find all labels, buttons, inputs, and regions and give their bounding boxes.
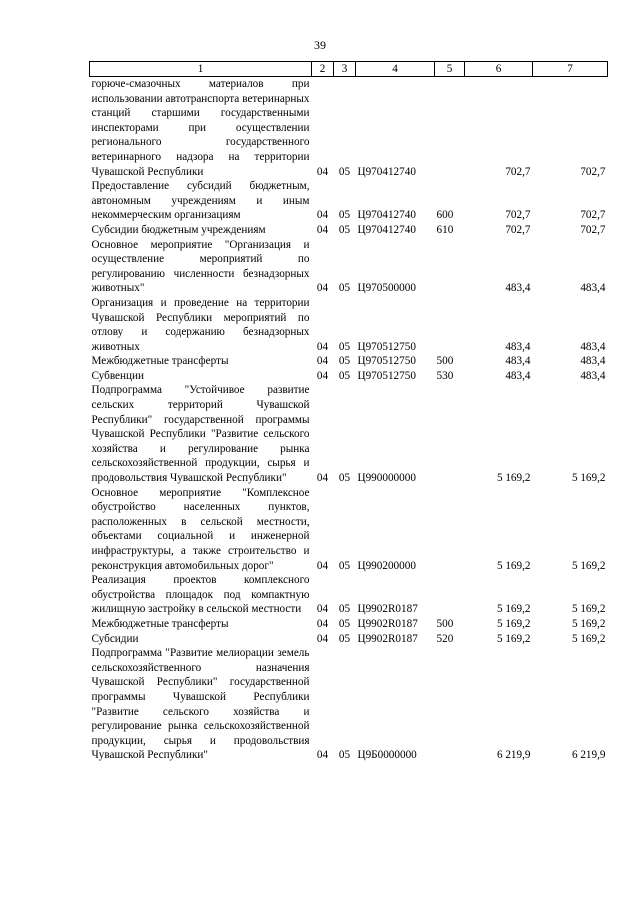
row-amount-col6: 6 219,9 xyxy=(496,749,531,762)
row-expense-type xyxy=(435,646,465,763)
row-section: 04 xyxy=(316,632,329,645)
row-target-code: Ц970412740 xyxy=(357,209,416,222)
table-header xyxy=(90,62,608,77)
row-expense-type: 530 xyxy=(436,369,454,382)
row-name: Межбюджетные трансферты xyxy=(91,617,229,630)
row-section: 04 xyxy=(316,369,329,382)
row-amount-col7: 5 169,2 xyxy=(571,472,606,485)
row-expense-type: 610 xyxy=(436,223,454,236)
row-name: Подпрограмма "Развитие мелиорации земель сельскохозяйственного назначения Чувашской Республики" государственной программы Чувашской Республики "Развитие сельского хозяйства и регулирование рынка сельскохозяйственной продукции, сырья и продовольствия Чувашской Республики" xyxy=(91,647,310,762)
row-expense-type xyxy=(435,573,465,617)
table-row xyxy=(90,369,608,384)
row-amount-col7: 483,4 xyxy=(580,355,606,368)
table-row xyxy=(90,77,608,180)
table-row xyxy=(90,238,608,296)
row-expense-type: 500 xyxy=(436,355,454,368)
table-row xyxy=(90,354,608,369)
row-amount-col6: 483,4 xyxy=(505,282,531,295)
table-row xyxy=(90,179,608,223)
row-name: Межбюджетные трансферты xyxy=(91,355,229,368)
table-body xyxy=(90,77,608,763)
row-name: горюче-смазочных материалов при использовании автотранспорта ветеринарных станций старшими государственными инспекторами при осуществлении регионального государственного ветеринарного надзора на территории Чувашской Республики xyxy=(91,78,310,178)
row-name: Основное мероприятие "Комплексное обустройство населенных пунктов, расположенных в сельской местности, объектами социальной и инженерной инфраструктуры, а также строительство и реконструкция автомобильных дорог" xyxy=(91,486,310,572)
row-section: 04 xyxy=(316,340,329,353)
row-target-code: Ц990000000 xyxy=(357,472,416,485)
row-target-code: Ц970500000 xyxy=(357,282,416,295)
row-amount-col7: 5 169,2 xyxy=(571,632,606,645)
table-row xyxy=(90,383,608,485)
row-name: Предоставление субсидий бюджетным, автономным учреждениям и иным некоммерческим организациям xyxy=(91,180,310,222)
page-number: 39 xyxy=(314,38,326,52)
row-section: 04 xyxy=(316,559,329,572)
column-header: 7 xyxy=(533,62,608,77)
row-section: 04 xyxy=(316,355,329,368)
row-target-code: Ц970512750 xyxy=(357,369,416,382)
column-header: 3 xyxy=(334,62,356,77)
row-section: 04 xyxy=(316,165,329,178)
row-amount-col6: 5 169,2 xyxy=(496,559,531,572)
table-row xyxy=(90,632,608,647)
row-amount-col6: 702,7 xyxy=(505,165,531,178)
table-row xyxy=(90,646,608,763)
row-name: Организация и проведение на территории Чувашской Республики мероприятий по отлову и содержанию безнадзорных животных xyxy=(91,296,310,353)
row-expense-type: 500 xyxy=(436,617,454,630)
budget-table xyxy=(89,61,608,763)
row-subsection: 05 xyxy=(338,369,351,382)
row-expense-type: 520 xyxy=(436,632,454,645)
row-name: Реализация проектов комплексного обустройства площадок под компактную жилищную застройку в сельской местности xyxy=(91,574,310,616)
row-amount-col7: 5 169,2 xyxy=(571,617,606,630)
table-row xyxy=(90,486,608,574)
table-row xyxy=(90,223,608,238)
row-amount-col6: 5 169,2 xyxy=(496,603,531,616)
column-header: 2 xyxy=(312,62,334,77)
row-expense-type xyxy=(435,77,465,180)
row-name: Основное мероприятие "Организация и осуществление мероприятий по регулированию численности безнадзорных животных" xyxy=(91,238,310,295)
row-target-code: Ц9902R0187 xyxy=(357,632,418,645)
row-amount-col6: 483,4 xyxy=(505,355,531,368)
row-subsection: 05 xyxy=(338,223,351,236)
row-name: Субвенции xyxy=(91,369,144,382)
row-subsection: 05 xyxy=(338,282,351,295)
row-amount-col6: 702,7 xyxy=(505,223,531,236)
row-subsection: 05 xyxy=(338,340,351,353)
row-amount-col7: 702,7 xyxy=(580,165,606,178)
row-section: 04 xyxy=(316,282,329,295)
row-expense-type xyxy=(435,238,465,296)
row-subsection: 05 xyxy=(338,559,351,572)
row-amount-col6: 702,7 xyxy=(505,209,531,222)
row-subsection: 05 xyxy=(338,603,351,616)
row-target-code: Ц970512750 xyxy=(357,355,416,368)
row-amount-col7: 5 169,2 xyxy=(571,603,606,616)
row-name: Субсидии xyxy=(91,632,139,645)
row-amount-col7: 483,4 xyxy=(580,369,606,382)
row-section: 04 xyxy=(316,472,329,485)
row-subsection: 05 xyxy=(338,355,351,368)
row-name: Субсидии бюджетным учреждениям xyxy=(91,223,266,236)
row-subsection: 05 xyxy=(338,749,351,762)
row-expense-type xyxy=(435,296,465,354)
row-subsection: 05 xyxy=(338,165,351,178)
row-amount-col7: 483,4 xyxy=(580,340,606,353)
row-target-code: Ц9902R0187 xyxy=(357,603,418,616)
row-expense-type: 600 xyxy=(436,209,454,222)
row-amount-col6: 483,4 xyxy=(505,369,531,382)
row-target-code: Ц9Б0000000 xyxy=(357,749,417,762)
row-amount-col7: 5 169,2 xyxy=(571,559,606,572)
row-section: 04 xyxy=(316,223,329,236)
row-target-code: Ц970512750 xyxy=(357,340,416,353)
row-section: 04 xyxy=(316,617,329,630)
row-expense-type xyxy=(435,383,465,485)
row-amount-col7: 483,4 xyxy=(580,282,606,295)
row-subsection: 05 xyxy=(338,209,351,222)
column-header: 4 xyxy=(356,62,435,77)
row-amount-col7: 702,7 xyxy=(580,209,606,222)
row-subsection: 05 xyxy=(338,617,351,630)
row-target-code: Ц970412740 xyxy=(357,165,416,178)
row-section: 04 xyxy=(316,749,329,762)
table-row xyxy=(90,617,608,632)
row-section: 04 xyxy=(316,603,329,616)
row-amount-col7: 702,7 xyxy=(580,223,606,236)
table-row xyxy=(90,296,608,354)
column-header: 1 xyxy=(90,62,312,77)
column-header: 6 xyxy=(465,62,533,77)
row-expense-type xyxy=(435,486,465,574)
row-target-code: Ц9902R0187 xyxy=(357,617,418,630)
row-amount-col6: 5 169,2 xyxy=(496,617,531,630)
row-target-code: Ц990200000 xyxy=(357,559,416,572)
row-name: Подпрограмма "Устойчивое развитие сельских территорий Чувашской Республики" государственной программы Чувашской Республики "Развитие сельского хозяйства и регулирование рынка сельскохозяйственной продукции, сырья и продовольствия Чувашской Республики" xyxy=(91,384,310,485)
row-amount-col6: 5 169,2 xyxy=(496,632,531,645)
table-row xyxy=(90,573,608,617)
row-target-code: Ц970412740 xyxy=(357,223,416,236)
row-amount-col6: 483,4 xyxy=(505,340,531,353)
column-header: 5 xyxy=(435,62,465,77)
row-subsection: 05 xyxy=(338,472,351,485)
row-amount-col7: 6 219,9 xyxy=(571,749,606,762)
row-subsection: 05 xyxy=(338,632,351,645)
row-section: 04 xyxy=(316,209,329,222)
row-amount-col6: 5 169,2 xyxy=(496,472,531,485)
